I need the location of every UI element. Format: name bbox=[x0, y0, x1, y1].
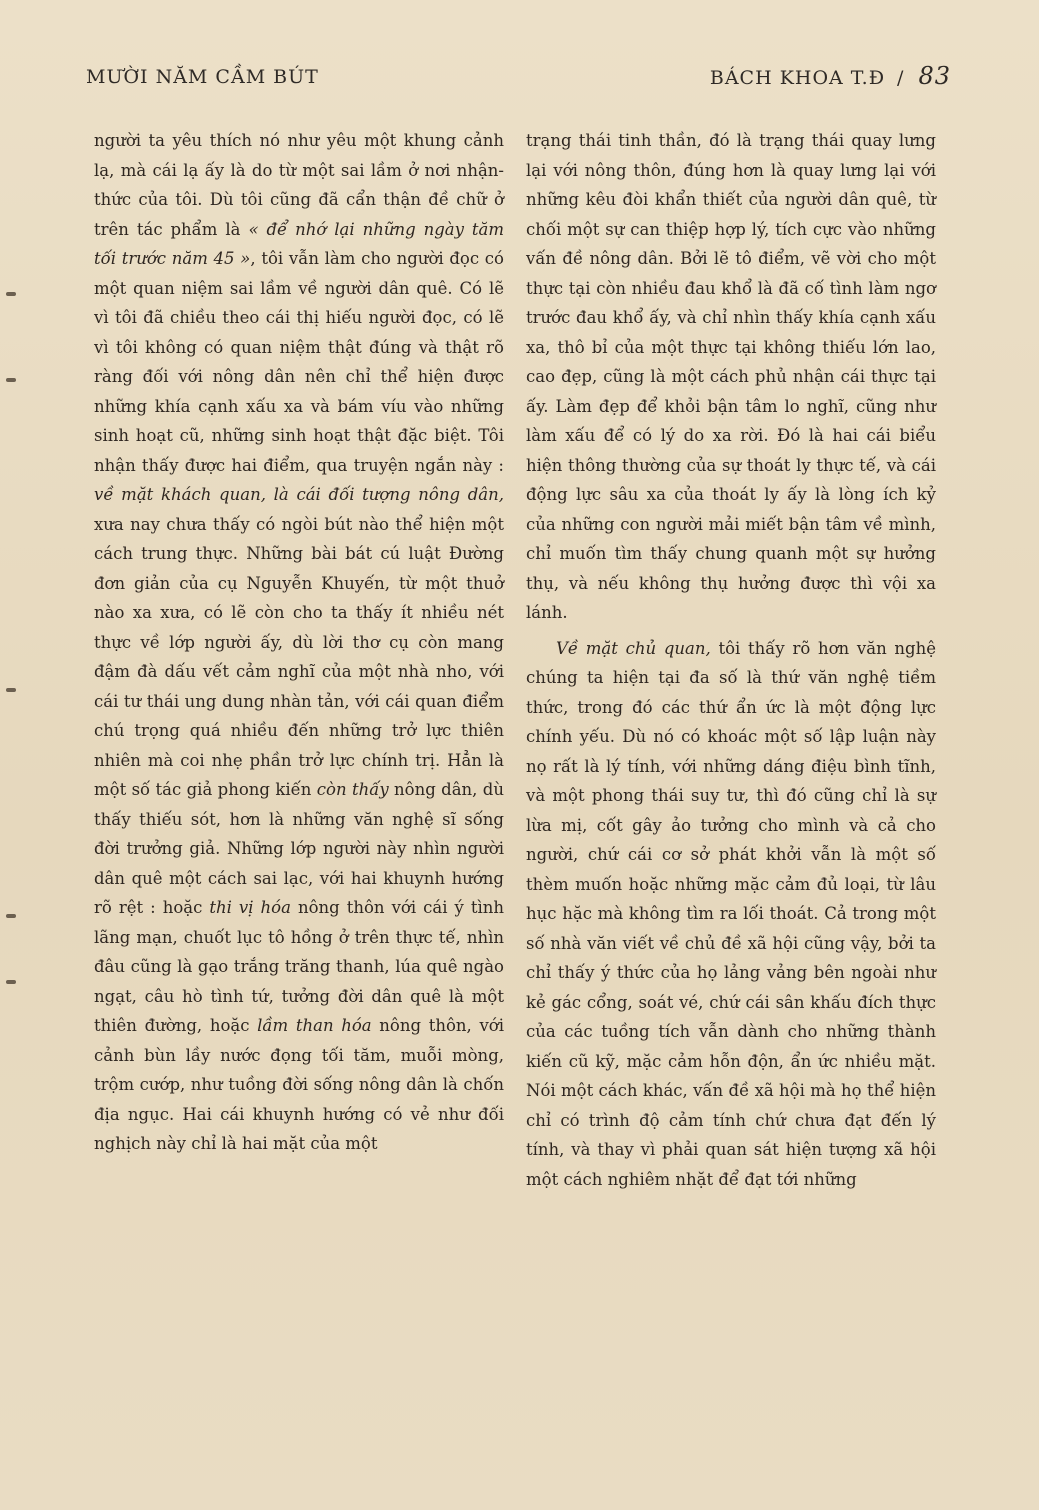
running-header bbox=[86, 62, 951, 98]
margin-mark bbox=[6, 688, 16, 692]
margin-mark bbox=[6, 980, 16, 984]
margin-mark bbox=[6, 914, 16, 918]
paragraph: người ta yêu thích nó như yêu một khung cảnh lạ, mà cái lạ ấy là do từ một sai lầm ở nơi nhận-thức của tôi. Dù tôi cũng đã cẩn thận đề chữ ở trên tác phẩm là « để nhớ lại những ngày tăm tối trước năm 45 », tôi vẫn làm cho người đọc có một quan niệm sai lầm về người dân quê. Có lẽ vì tôi đã chiều theo cái thị hiếu người đọc, có lẽ vì tôi không có quan niệm thật đúng và thật rõ ràng đối với nông dân nên chỉ thể hiện được những khía cạnh xấu xa và bám víu vào những sinh hoạt cũ, những sinh hoạt thật đặc biệt. Tôi nhận thấy được hai điểm, qua truyện ngắn này : về mặt khách quan, là cái đối tượng nông dân, xưa nay chưa thấy có ngòi bút nào thể hiện một cách trung thực. Những bài bát cú luật Đường đơn giản của cụ Nguyễn Khuyến, từ một thuở nào xa xưa, có lẽ còn cho ta thấy ít nhiều nét thực về lớp người ấy, dù lời thơ cụ còn mang đậm đà dấu vết cảm nghĩ của một nhà nho, với cái tư thái ung dung nhàn tản, với cái quan điểm chú trọng quá nhiều đến những trở lực thiên nhiên mà coi nhẹ phần trở lực chính trị. Hẳn là một số tác giả phong kiến còn thấy nông dân, dù thấy thiếu sót, hơn là những văn nghệ sĩ sống đời trưởng giả. Những lớp người này nhìn người dân quê một cách sai lạc, với hai khuynh hướng rõ rệt : hoặc thi vị hóa nông thôn với cái ý tình lãng mạn, chuốt lục tô hồng ở trên thực tế, nhìn đâu cũng là gạo trắng trăng thanh, lúa quê ngào ngạt, câu hò tình tứ, tưởng đời dân quê là một thiên đường, hoặc lầm than hóa nông thôn, với cảnh bùn lầy nước đọng tối tăm, muỗi mòng, trộm cướp, như tuồng đời sống nông dân là chốn địa ngục. Hai cái khuynh hướng có vẻ như đối nghịch này chỉ là hai mặt của một bbox=[94, 131, 504, 1153]
left-column bbox=[94, 126, 504, 1159]
margin-mark bbox=[6, 378, 16, 382]
margin-mark bbox=[6, 292, 16, 296]
right-column bbox=[526, 126, 936, 1194]
header-separator: / bbox=[897, 67, 905, 89]
page-number: 83 bbox=[918, 62, 951, 90]
section-title: MƯỜI NĂM CẦM BÚT bbox=[86, 66, 319, 88]
magazine-info bbox=[710, 62, 951, 90]
paragraph: Về mặt chủ quan, tôi thấy rõ hơn văn nghệ chúng ta hiện tại đa số là thứ văn nghệ tiềm thức, trong đó các thứ ẩn ức là một động lực chính yếu. Dù nó có khoác một số lập luận này nọ rất là lý tính, với những dáng điệu bình tĩnh, và một phong thái suy tư, thì đó cũng chỉ là sự lừa mị, cốt gây ảo tưởng cho mình và cả cho người, chứ cái cơ sở phát khởi vẫn là một số thèm muốn hoặc những mặc cảm đủ loại, từ lâu hục hặc mà không tìm ra lối thoát. Cả trong một số nhà văn viết về chủ đề xã hội cũng vậy, bởi ta chỉ thấy ý thức của họ lảng vảng bên ngoài như kẻ gác cổng, soát vé, chứ cái sân khấu đích thực của các tuồng tích vẫn dành cho những thành kiến cũ kỹ, mặc cảm hỗn độn, ẩn ức nhiều mặt. Nói một cách khác, vấn đề xã hội mà họ thể hiện chỉ có trình độ cảm tính chứ chưa đạt đến lý tính, và thay vì phải quan sát hiện tượng xã hội một cách nghiêm nhặt để đạt tới những bbox=[526, 638, 937, 1189]
paragraph: trạng thái tinh thần, đó là trạng thái quay lưng lại với nông thôn, đúng hơn là quay lưng lại với những kêu đòi khẩn thiết của người dân quê, từ chối một sự can thiệp hợp lý, tích cực vào những vấn đề nông dân. Bởi lẽ tô điểm, vẽ vời cho một thực tại còn nhiều đau khổ là đã cố tình làm ngơ trước đau khổ ấy, và chỉ nhìn thấy khía cạnh xấu xa, thô bỉ của một thực tại không thiếu lớn lao, cao đẹp, cũng là một cách phủ nhận cái thực tại ấy. Làm đẹp để khỏi bận tâm lo nghĩ, cũng như làm xấu để có lý do xa rời. Đó là hai cái biểu hiện thông thường của sự thoát ly thực tế, và cái động lực sâu xa của thoát ly ấy là lòng ích kỷ của những con người mải miết bận tâm về mình, chỉ muốn tìm thấy chung quanh một sự hưởng thụ, và nếu không thụ hưởng được thì vội xa lánh. bbox=[526, 131, 936, 622]
magazine-name: BÁCH KHOA T.Đ bbox=[709, 67, 886, 89]
